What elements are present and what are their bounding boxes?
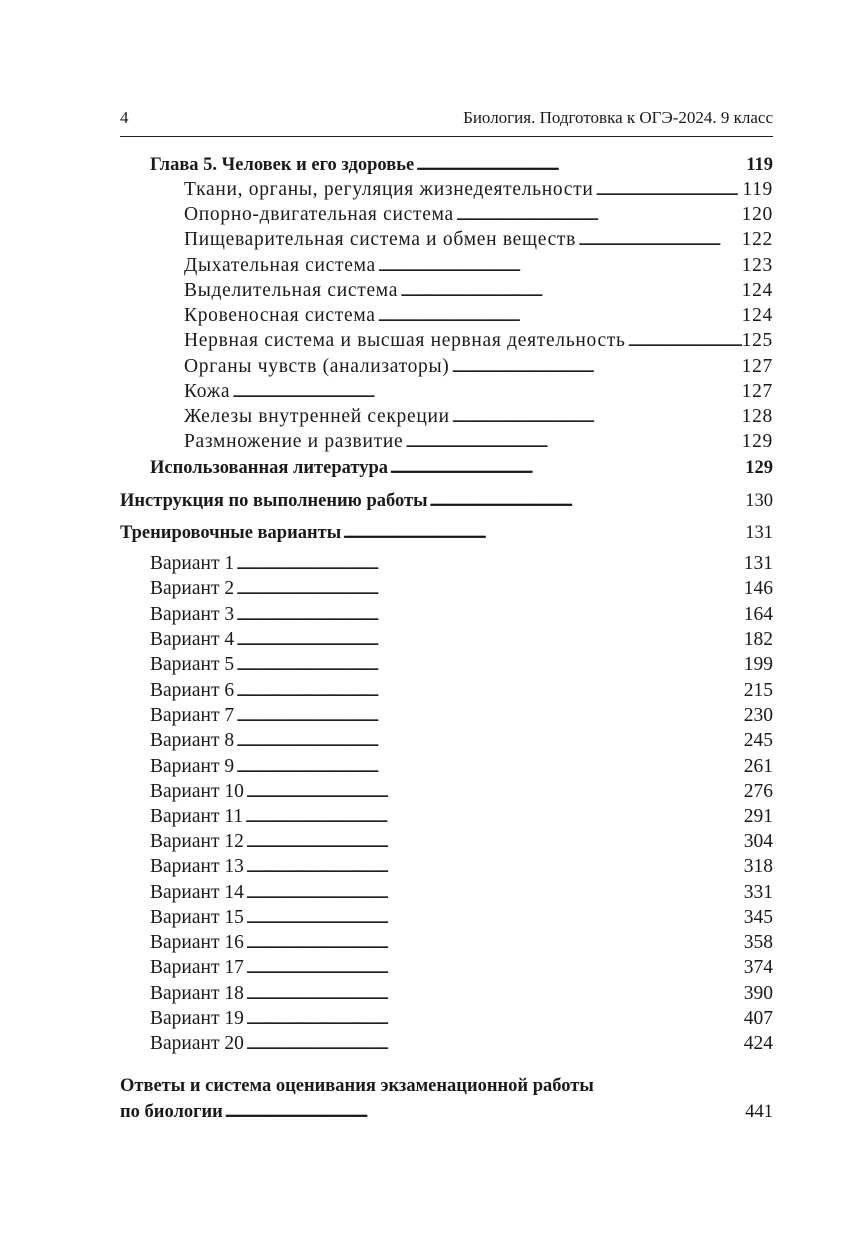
toc-entry-page: 182: [743, 629, 773, 650]
toc-entry-page: 424: [743, 1033, 773, 1054]
toc-entry-section[interactable]: [184, 228, 773, 252]
toc-entry-page: 122: [741, 229, 773, 250]
toc-entry-section[interactable]: [184, 279, 773, 303]
toc-entry-page: 345: [743, 907, 773, 928]
toc-entry-variant[interactable]: [150, 855, 773, 879]
toc-entry-instructions[interactable]: [120, 489, 773, 513]
dot-leader: [246, 1007, 744, 1031]
toc-entry-page: 390: [743, 983, 773, 1004]
toc-entry-page: 407: [743, 1008, 773, 1029]
toc-entry-variant[interactable]: [150, 906, 773, 930]
toc-entry-title: Вариант 5: [150, 654, 235, 675]
toc-entry-variant[interactable]: [150, 1032, 773, 1056]
toc-entry-page: 119: [746, 155, 773, 175]
toc-entry-variant[interactable]: [150, 1007, 773, 1031]
toc-entry-title: Органы чувств (анализаторы): [184, 356, 450, 377]
toc-entry-title: Использованная литература: [150, 458, 389, 478]
toc-entry-page: 146: [743, 578, 773, 599]
toc-entry-section[interactable]: [184, 178, 773, 202]
dot-leader: [236, 628, 744, 652]
dot-leader: [343, 521, 745, 545]
toc-entry-page: 374: [743, 957, 773, 978]
toc-entry-title: Размножение и развитие: [184, 431, 404, 452]
toc-entry-page: 129: [741, 431, 773, 452]
dot-leader: [236, 755, 744, 779]
toc-entry-page: 215: [743, 680, 773, 701]
toc-entry-title: Дыхательная система: [184, 255, 376, 276]
toc-entry-page: 119: [742, 179, 773, 200]
toc-entry-variants[interactable]: [120, 521, 773, 545]
toc-entry-variant[interactable]: [150, 679, 773, 703]
toc-entry-title: Глава 5. Человек и его здоровье: [150, 155, 415, 175]
dot-leader: [390, 456, 745, 480]
toc-entry-variant[interactable]: [150, 653, 773, 677]
toc-entry-answers[interactable]: [120, 1100, 773, 1124]
toc-entry-variant[interactable]: [150, 729, 773, 753]
toc-entry-title: Вариант 19: [150, 1008, 244, 1029]
dot-leader: [246, 982, 744, 1006]
dot-leader: [596, 178, 743, 202]
toc-entry-title: Железы внутренней секреции: [184, 406, 450, 427]
toc-entry-title: Вариант 17: [150, 957, 244, 978]
dot-leader: [236, 704, 744, 728]
toc-entry-literature[interactable]: [150, 456, 773, 480]
toc-entry-title: Пищеварительная система и обмен веществ: [184, 229, 577, 250]
toc-entry-chapter-5[interactable]: [150, 153, 773, 177]
toc-entry-variant[interactable]: [150, 755, 773, 779]
toc-entry-title: Ткани, органы, регуляция жизнедеятельности: [184, 179, 594, 200]
toc-entry-section[interactable]: [184, 405, 773, 429]
toc-entry-page: 304: [743, 831, 773, 852]
dot-leader: [246, 855, 744, 879]
toc-entry-page: 441: [745, 1102, 773, 1122]
toc-entry-page: 124: [741, 280, 773, 301]
toc-entry-title: Вариант 8: [150, 730, 235, 751]
running-title: Биология. Подготовка к ОГЭ-2024. 9 класс: [463, 108, 773, 127]
dot-leader: [236, 679, 744, 703]
toc-entry-page: 123: [741, 255, 773, 276]
dot-leader: [246, 906, 744, 930]
dot-leader: [236, 577, 744, 601]
dot-leader: [225, 1100, 745, 1124]
dot-leader: [430, 489, 746, 513]
dot-leader: [232, 380, 741, 404]
toc-entry-section[interactable]: [184, 304, 773, 328]
toc-entry-page: 131: [743, 553, 773, 574]
toc-entry-title: по биологии: [120, 1102, 223, 1122]
toc-entry-page: 230: [743, 705, 773, 726]
dot-leader: [246, 881, 744, 905]
dot-leader: [245, 805, 744, 829]
toc-entry-page: 129: [745, 458, 773, 478]
dot-leader: [236, 603, 744, 627]
toc-entry-title: Вариант 4: [150, 629, 235, 650]
toc-entry-page: 127: [741, 356, 773, 377]
toc-entry-variant[interactable]: [150, 982, 773, 1006]
toc-entry-variant[interactable]: [150, 805, 773, 829]
dot-leader: [416, 153, 746, 177]
toc-entry-title: Вариант 18: [150, 983, 244, 1004]
toc-entry-section[interactable]: [184, 380, 773, 404]
dot-leader: [378, 304, 742, 328]
toc-entry-page: 261: [743, 756, 773, 777]
toc-entry-title: Опорно-двигательная система: [184, 204, 454, 225]
toc-entry-title: Кровеносная система: [184, 305, 376, 326]
toc-entry-title: Вариант 14: [150, 882, 244, 903]
toc-entry-title: Вариант 11: [150, 806, 244, 827]
toc-entry-variant[interactable]: [150, 577, 773, 601]
dot-leader: [578, 228, 742, 252]
toc-entry-title: Вариант 3: [150, 604, 235, 625]
dot-leader: [246, 956, 744, 980]
toc-entry-page: 164: [743, 604, 773, 625]
toc-entry-page: 276: [743, 781, 773, 802]
toc-entry-variant[interactable]: [150, 603, 773, 627]
toc-entry-title: Вариант 9: [150, 756, 235, 777]
toc-entry-title: Вариант 15: [150, 907, 244, 928]
dot-leader: [405, 430, 741, 454]
toc-entry-page: 331: [743, 882, 773, 903]
dot-leader: [246, 780, 744, 804]
toc-entry-title: Вариант 16: [150, 932, 244, 953]
toc-entry-page: 245: [743, 730, 773, 751]
toc-entry-answers-line1[interactable]: [120, 1074, 773, 1098]
toc-entry-title: Тренировочные варианты: [120, 523, 342, 543]
toc-entry-page: 120: [741, 204, 773, 225]
toc-entry-page: 291: [743, 806, 773, 827]
toc-entry-variant[interactable]: [150, 552, 773, 576]
toc-entry-variant[interactable]: [150, 956, 773, 980]
toc-entry-title: Вариант 13: [150, 856, 244, 877]
toc-entry-title: Инструкция по выполнению работы: [120, 491, 428, 511]
toc-entry-page: 318: [743, 856, 773, 877]
toc-entry-variant[interactable]: [150, 628, 773, 652]
dot-leader: [236, 729, 744, 753]
toc-entry-title: Нервная система и высшая нервная деятельность: [184, 330, 626, 351]
toc-entry-variant[interactable]: [150, 830, 773, 854]
toc-entry-variant[interactable]: [150, 881, 773, 905]
toc-entry-page: 130: [745, 491, 773, 511]
toc-entry-page: 358: [743, 932, 773, 953]
dot-leader: [246, 830, 744, 854]
toc-entry-section[interactable]: [184, 254, 773, 278]
toc-entry-title: Вариант 20: [150, 1033, 244, 1054]
dot-leader: [246, 931, 744, 955]
toc-entry-title: Выделительная система: [184, 280, 399, 301]
toc-entry-section[interactable]: [184, 430, 773, 454]
toc-entry-page: 127: [741, 381, 773, 402]
toc-entry-title: Вариант 2: [150, 578, 235, 599]
toc-entry-title: Вариант 6: [150, 680, 235, 701]
toc-entry-section[interactable]: [184, 203, 773, 227]
toc-entry-title: Кожа: [184, 381, 231, 402]
dot-leader: [456, 203, 742, 227]
dot-leader: [628, 329, 742, 353]
toc-entry-section[interactable]: [184, 329, 773, 353]
toc-entry-page: 199: [743, 654, 773, 675]
toc-entry-title: Вариант 7: [150, 705, 235, 726]
dot-leader: [400, 279, 742, 303]
dot-leader: [236, 552, 744, 576]
toc-entry-page: 128: [741, 406, 773, 427]
toc-entry-title: Вариант 1: [150, 553, 235, 574]
toc-entry-section[interactable]: [184, 355, 773, 379]
dot-leader: [236, 653, 744, 677]
toc-entry-page: 131: [745, 523, 773, 543]
toc-entry-page: 125: [741, 330, 773, 351]
page-number: 4: [120, 108, 129, 127]
toc-entry-title: Вариант 10: [150, 781, 244, 802]
toc-entry-variant[interactable]: [150, 931, 773, 955]
dot-leader: [246, 1032, 744, 1056]
dot-leader: [452, 355, 742, 379]
dot-leader: [378, 254, 742, 278]
dot-leader: [452, 405, 742, 429]
toc-entry-variant[interactable]: [150, 704, 773, 728]
toc-entry-title: Ответы и система оценивания экзаменационной работы: [120, 1076, 594, 1096]
toc-entry-title: Вариант 12: [150, 831, 244, 852]
toc-entry-page: 124: [741, 305, 773, 326]
toc-entry-variant[interactable]: [150, 780, 773, 804]
